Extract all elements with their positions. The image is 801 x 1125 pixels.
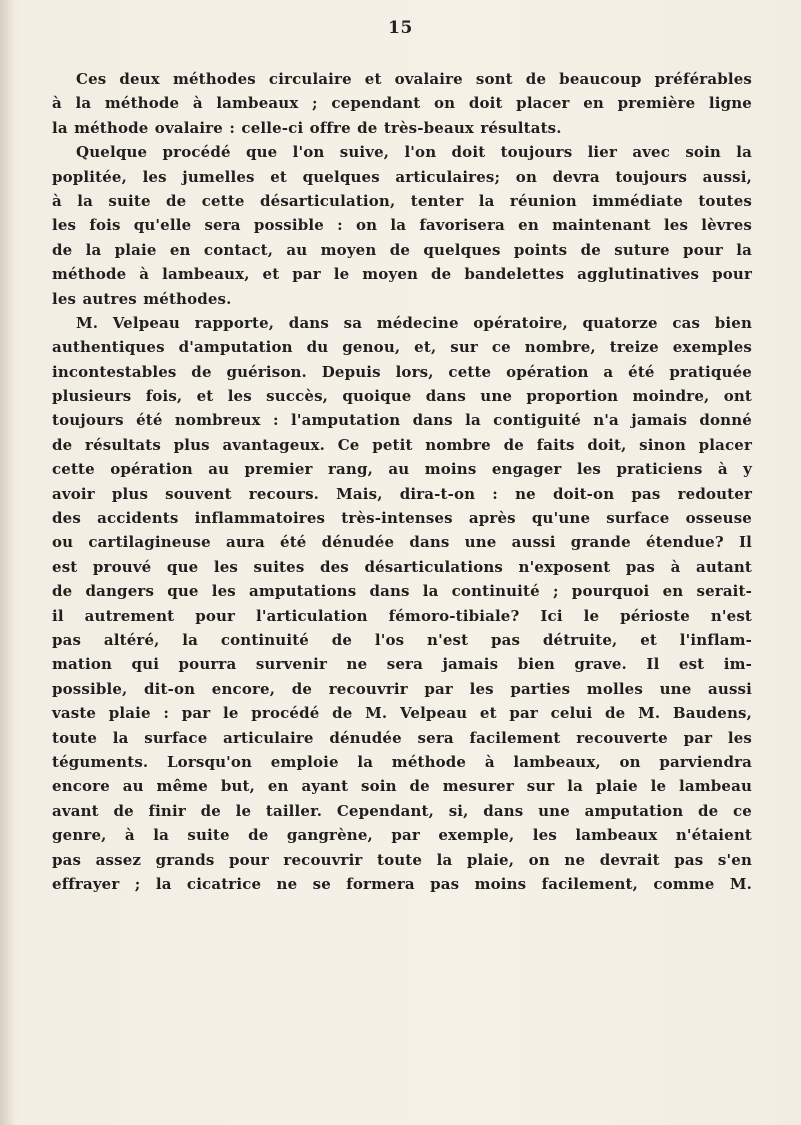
text-line: Ces deux méthodes circulaire et ovalaire sont de beaucoup préférables (76, 70, 752, 88)
text-line: à la suite de cette désarticulation, tenter la réunion immédiate toutes (52, 191, 752, 210)
text-line: pas altéré, la continuité de l'os n'est pas détruite, et l'inflam- (52, 630, 752, 649)
text-line: les autres méthodes. (52, 289, 232, 308)
text-line: de dangers que les amputations dans la continuité ; pourquoi en serait- (52, 582, 752, 601)
text-line: M. Velpeau rapporte, dans sa médecine opératoire, quatorze cas bien (76, 313, 752, 332)
text-line: plusieurs fois, et les succès, quoique dans une proportion moindre, ont (52, 387, 752, 406)
text-line: Quelque procédé que l'on suive, l'on doit toujours lier avec soin la (76, 143, 752, 162)
text-line: effrayer ; la cicatrice ne se formera pas moins facilement, comme M. (52, 874, 752, 893)
body-text (52, 67, 752, 896)
text-line: ou cartilagineuse aura été dénudée dans une aussi grande étendue? Il (52, 533, 752, 552)
text-line: à la méthode à lambeaux ; cependant on doit placer en première ligne (52, 94, 752, 113)
text-line: poplitée, les jumelles et quelques articulaires; on devra toujours aussi, (52, 167, 752, 186)
text-line: cette opération au premier rang, au moins engager les praticiens à y (52, 460, 752, 479)
text-line: pas assez grands pour recouvrir toute la plaie, on ne devrait pas s'en (52, 850, 752, 869)
text-line: les fois qu'elle sera possible : on la favorisera en maintenant les lèvres (52, 216, 752, 235)
text-line: vaste plaie : par le procédé de M. Velpeau et par celui de M. Baudens, (52, 704, 752, 723)
text-line: il autrement pour l'articulation fémoro-tibiale? Ici le périoste n'est (52, 606, 752, 625)
text-line: authentiques d'amputation du genou, et, sur ce nombre, treize exemples (52, 338, 752, 357)
text-line: de la plaie en contact, au moyen de quelques points de suture pour la (52, 240, 752, 259)
binding-shadow (0, 0, 14, 1125)
text-line: toujours été nombreux : l'amputation dans la contiguité n'a jamais donné (52, 411, 752, 430)
text-line: est prouvé que les suites des désarticulations n'exposent pas à autant (52, 557, 752, 576)
text-line: avant de finir de le tailler. Cependant, si, dans une amputation de ce (52, 801, 752, 820)
page-number: 15 (388, 18, 413, 38)
text-line: des accidents inflammatoires très-intenses après qu'une surface osseuse (52, 509, 752, 528)
text-line: toute la surface articulaire dénudée sera facilement recouverte par les (52, 728, 752, 747)
text-line: encore au même but, en ayant soin de mesurer sur la plaie le lambeau (52, 777, 752, 796)
text-line: incontestables de guérison. Depuis lors, cette opération a été pratiquée (52, 362, 752, 381)
text-line: avoir plus souvent recours. Mais, dira-t-on : ne doit-on pas redouter (52, 484, 752, 503)
text-line: la méthode ovalaire : celle-ci offre de très-beaux résultats. (52, 118, 562, 137)
text-line: téguments. Lorsqu'on emploie la méthode à lambeaux, on parviendra (52, 752, 752, 771)
text-line: de résultats plus avantageux. Ce petit nombre de faits doit, sinon placer (52, 435, 752, 454)
text-line: possible, dit-on encore, de recouvrir par les parties molles une aussi (52, 679, 752, 698)
text-line: mation qui pourra survenir ne sera jamais bien grave. Il est im- (52, 655, 752, 674)
text-line: méthode à lambeaux, et par le moyen de bandelettes agglutinatives pour (52, 265, 752, 284)
text-line: genre, à la suite de gangrène, par exemple, les lambeaux n'étaient (52, 826, 752, 845)
